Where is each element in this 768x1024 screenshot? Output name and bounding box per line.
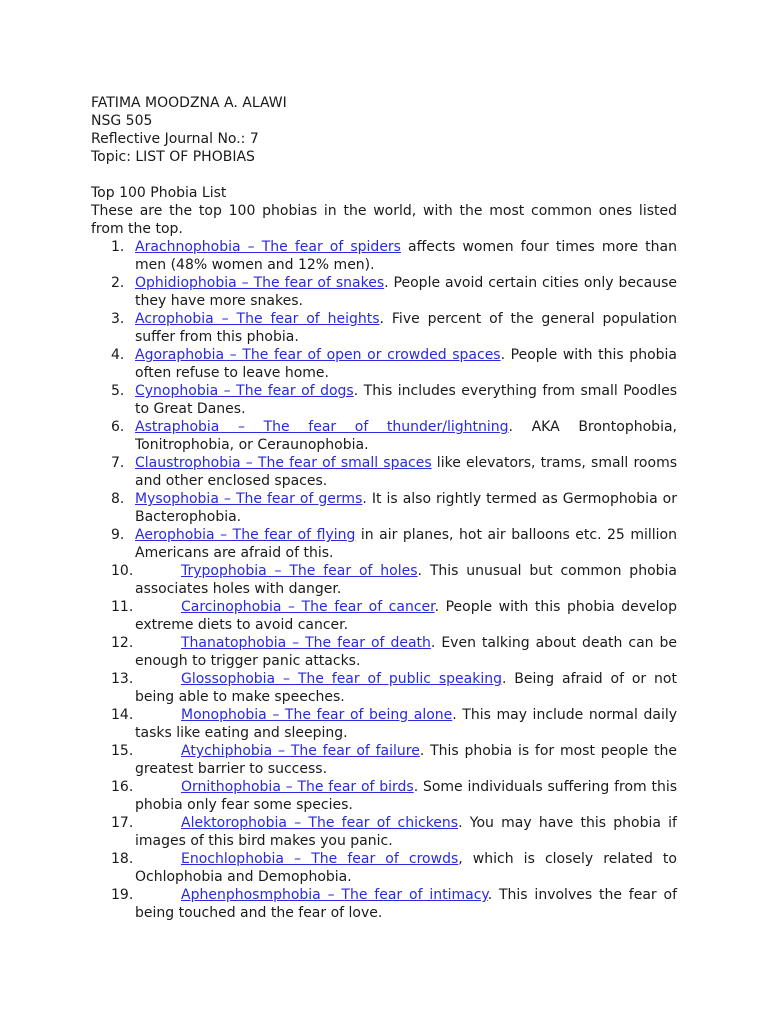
phobia-description: affects women four times more than men (48% women and 12% men). bbox=[135, 239, 677, 273]
phobia-description: . Five percent of the general population suffer from this phobia. bbox=[135, 311, 677, 345]
phobia-link[interactable]: Acrophobia – The fear of heights bbox=[135, 311, 380, 327]
phobia-link[interactable]: Ophidiophobia – The fear of snakes bbox=[135, 275, 385, 291]
journal-number: Reflective Journal No.: 7 bbox=[91, 131, 259, 147]
author-name: FATIMA MOODZNA A. ALAWI bbox=[91, 95, 287, 111]
intro-paragraph: These are the top 100 phobias in the world, with the most common ones listed from the top. bbox=[91, 203, 677, 237]
phobia-description: . Some individuals suffering from this phobia only fear some species. bbox=[135, 779, 677, 813]
phobia-link[interactable]: Glossophobia – The fear of public speaking bbox=[181, 671, 502, 687]
list-item-body bbox=[135, 815, 677, 849]
list-item-body bbox=[135, 671, 677, 705]
phobia-link[interactable]: Carcinophobia – The fear of cancer bbox=[181, 599, 435, 615]
list-number: 16. bbox=[111, 779, 134, 795]
blank-line bbox=[91, 166, 677, 184]
phobia-description: . People with this phobia develop extreme diets to avoid cancer. bbox=[135, 599, 677, 633]
list-number: 15. bbox=[111, 743, 134, 759]
list-item bbox=[91, 598, 677, 634]
phobia-link[interactable]: Atychiphobia – The fear of failure bbox=[181, 743, 420, 759]
list-item-body bbox=[135, 527, 677, 561]
list-item-body bbox=[135, 347, 677, 381]
list-item bbox=[91, 382, 677, 418]
list-number: 17. bbox=[111, 815, 134, 831]
list-number: 9. bbox=[111, 527, 125, 543]
list-item bbox=[91, 742, 677, 778]
list-item-body bbox=[135, 491, 677, 525]
list-item bbox=[91, 274, 677, 310]
list-number: 6. bbox=[111, 419, 125, 435]
list-item bbox=[91, 562, 677, 598]
list-item-body bbox=[135, 599, 677, 633]
phobia-description: . This includes everything from small Poodles to Great Danes. bbox=[135, 383, 678, 417]
list-item-body bbox=[135, 743, 677, 777]
list-item-body bbox=[135, 419, 677, 453]
phobia-link[interactable]: Mysophobia – The fear of germs bbox=[135, 491, 363, 507]
phobia-description: . Being afraid of or not being able to make speeches. bbox=[135, 671, 677, 705]
list-number: 10. bbox=[111, 563, 134, 579]
list-number: 14. bbox=[111, 707, 134, 723]
list-number: 5. bbox=[111, 383, 125, 399]
phobia-description: like elevators, trams, small rooms and other enclosed spaces. bbox=[135, 455, 677, 489]
list-item bbox=[91, 238, 677, 274]
list-item-body bbox=[135, 275, 677, 309]
list-item bbox=[91, 706, 677, 742]
list-number: 1. bbox=[111, 239, 125, 255]
list-item bbox=[91, 526, 677, 562]
list-item bbox=[91, 346, 677, 382]
list-item-body bbox=[135, 635, 677, 669]
list-item-body bbox=[135, 383, 677, 417]
list-item bbox=[91, 310, 677, 346]
phobia-link[interactable]: Arachnophobia – The fear of spiders bbox=[135, 239, 401, 255]
phobia-link[interactable]: Claustrophobia – The fear of small spaces bbox=[135, 455, 432, 471]
phobia-list bbox=[91, 238, 677, 922]
list-item-body bbox=[135, 851, 677, 885]
course-code: NSG 505 bbox=[91, 113, 153, 129]
list-item-body bbox=[135, 707, 677, 741]
list-item bbox=[91, 454, 677, 490]
list-number: 2. bbox=[111, 275, 125, 291]
list-item-body bbox=[135, 239, 677, 273]
list-number: 11. bbox=[111, 599, 134, 615]
phobia-description: . It is also rightly termed as Germophobia or Bacterophobia. bbox=[135, 491, 677, 525]
list-item-body bbox=[135, 563, 677, 597]
list-number: 13. bbox=[111, 671, 134, 687]
document-page bbox=[91, 94, 677, 922]
list-item-body bbox=[135, 779, 677, 813]
list-item-body bbox=[135, 311, 677, 345]
list-item bbox=[91, 490, 677, 526]
phobia-description: . This may include normal daily tasks like eating and sleeping. bbox=[135, 707, 678, 741]
phobia-link[interactable]: Enochlophobia – The fear of crowds bbox=[181, 851, 459, 867]
phobia-description: . People with this phobia often refuse to leave home. bbox=[135, 347, 677, 381]
phobia-description: , which is closely related to Ochlophobia and Demophobia. bbox=[135, 851, 677, 885]
list-number: 19. bbox=[111, 887, 134, 903]
phobia-link[interactable]: Thanatophobia – The fear of death bbox=[181, 635, 431, 651]
phobia-link[interactable]: Monophobia – The fear of being alone bbox=[181, 707, 453, 723]
phobia-link[interactable]: Astraphobia – The fear of thunder/lightning bbox=[135, 419, 509, 435]
phobia-link[interactable]: Aerophobia – The fear of flying bbox=[135, 527, 356, 543]
phobia-description: . This involves the fear of being touched and the fear of love. bbox=[135, 887, 677, 921]
topic-line: Topic: LIST OF PHOBIAS bbox=[91, 149, 255, 165]
list-item bbox=[91, 634, 677, 670]
list-item-body bbox=[135, 455, 677, 489]
phobia-description: . You may have this phobia if images of this bird makes you panic. bbox=[135, 815, 677, 849]
list-number: 7. bbox=[111, 455, 125, 471]
list-number: 4. bbox=[111, 347, 125, 363]
list-item bbox=[91, 670, 677, 706]
list-item-body bbox=[135, 887, 677, 921]
phobia-link[interactable]: Cynophobia – The fear of dogs bbox=[135, 383, 354, 399]
phobia-link[interactable]: Trypophobia – The fear of holes bbox=[181, 563, 418, 579]
phobia-description: . This phobia is for most people the greatest barrier to success. bbox=[135, 743, 677, 777]
list-number: 3. bbox=[111, 311, 125, 327]
phobia-description: . This unusual but common phobia associates holes with danger. bbox=[135, 563, 677, 597]
phobia-link[interactable]: Agoraphobia – The fear of open or crowded spaces bbox=[135, 347, 501, 363]
phobia-description: . People avoid certain cities only because they have more snakes. bbox=[135, 275, 677, 309]
list-item bbox=[91, 886, 677, 922]
phobia-link[interactable]: Ornithophobia – The fear of birds bbox=[181, 779, 414, 795]
phobia-description: . AKA Brontophobia, Tonitrophobia, or Ceraunophobia. bbox=[135, 419, 677, 453]
phobia-link[interactable]: Alektorophobia – The fear of chickens bbox=[181, 815, 459, 831]
phobia-description: . Even talking about death can be enough to trigger panic attacks. bbox=[135, 635, 678, 669]
list-item bbox=[91, 814, 677, 850]
phobia-description: in air planes, hot air balloons etc. 25 million Americans are afraid of this. bbox=[135, 527, 677, 561]
list-item bbox=[91, 778, 677, 814]
list-number: 8. bbox=[111, 491, 125, 507]
list-number: 18. bbox=[111, 851, 134, 867]
list-number: 12. bbox=[111, 635, 134, 651]
list-item bbox=[91, 850, 677, 886]
phobia-link[interactable]: Aphenphosmphobia – The fear of intimacy bbox=[181, 887, 488, 903]
list-item bbox=[91, 418, 677, 454]
section-heading: Top 100 Phobia List bbox=[91, 185, 227, 201]
